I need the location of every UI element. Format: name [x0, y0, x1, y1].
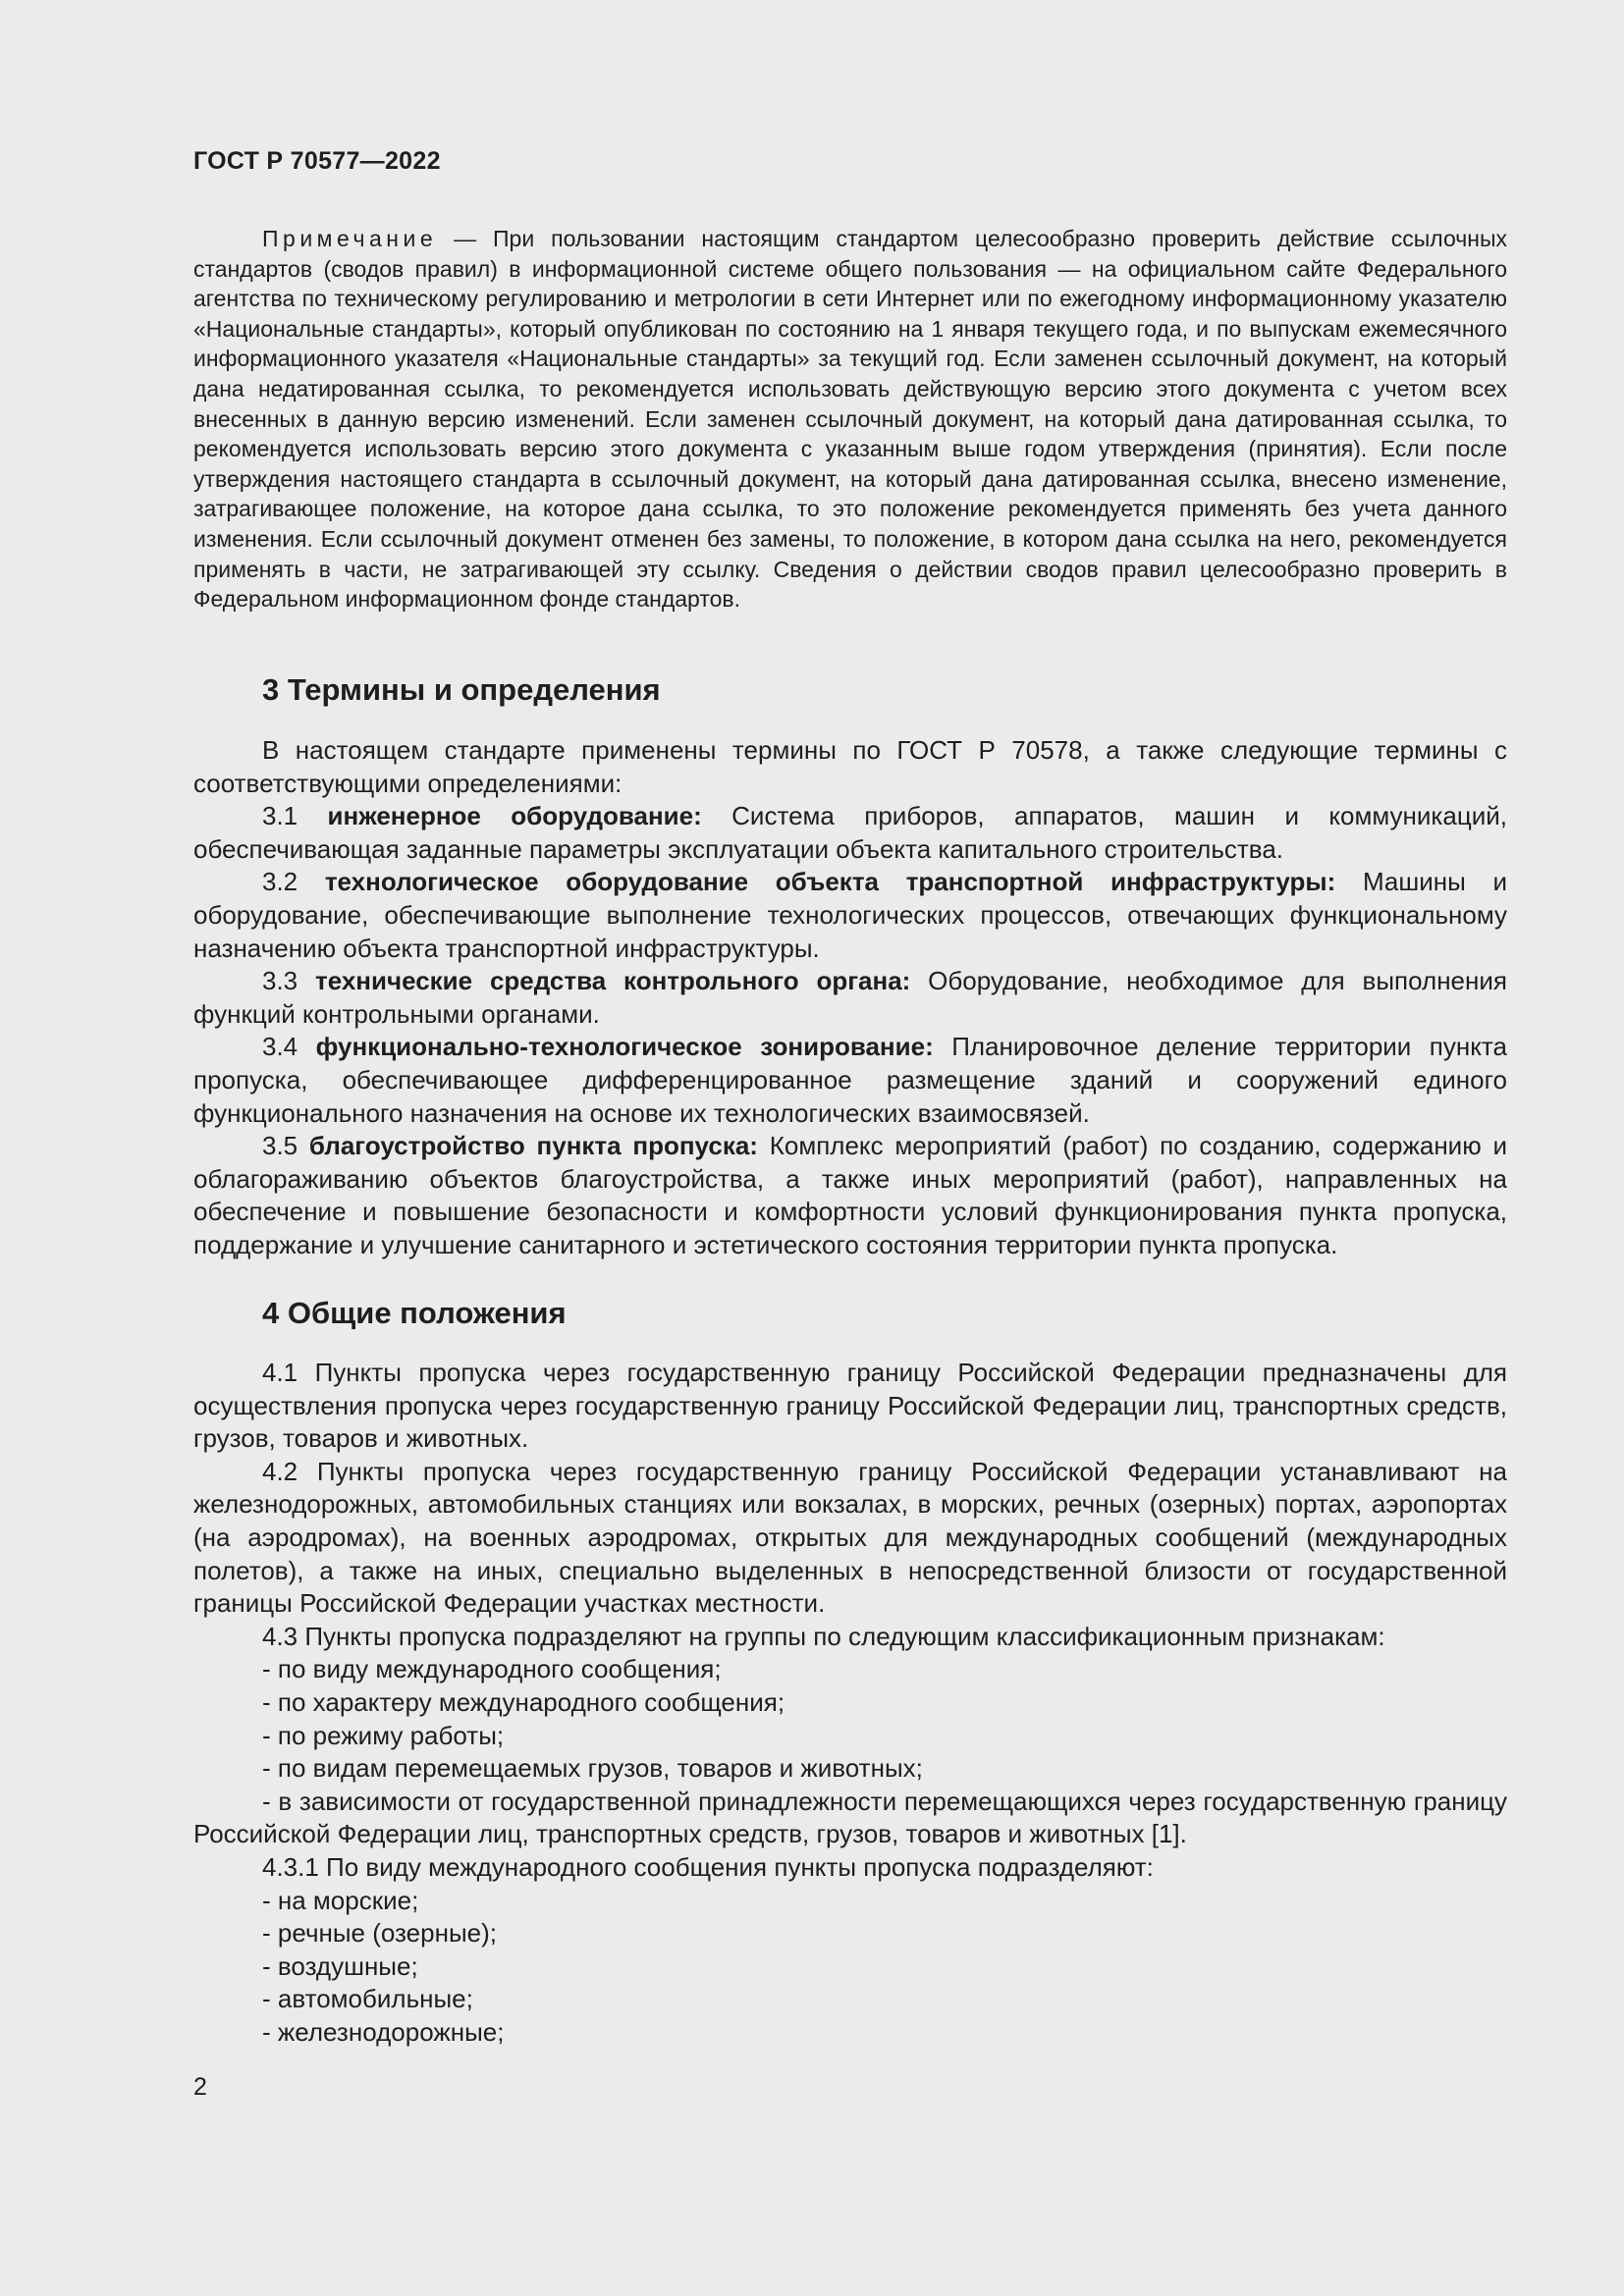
note-paragraph	[193, 224, 1507, 614]
term-name: инженерное оборудование:	[327, 801, 702, 831]
note-label: Примечание	[262, 226, 438, 251]
term-number: 3.1	[262, 801, 328, 831]
term-number: 3.3	[262, 966, 315, 996]
paragraph-4-3: 4.3 Пункты пропуска подразделяют на группы по следующим классификационным признакам:	[262, 1621, 1385, 1651]
section-4-title: 4 Общие положения	[262, 1296, 567, 1330]
page-number: 2	[193, 2073, 207, 2101]
list-item: - на морские;	[262, 1885, 419, 1915]
term-definition: Оборудование, необходимое для выполнения функций контрольными органами.	[193, 966, 1507, 1029]
term-definition: Планировочное деление территории пункта пропуска, обеспечивающее дифференцированное размещение зданий и сооружений единого функционального назначения на основе их технологических взаимосвязей.	[193, 1032, 1507, 1128]
term-number: 3.4	[262, 1032, 316, 1062]
section-3-title: 3 Термины и определения	[262, 672, 661, 707]
term-definition: Комплекс мероприятий (работ) по созданию, содержанию и облагораживанию объектов благоустройства, а также иных мероприятий (работ), направленных на обеспечение и повышение безопасности и комфортности условий функционирования пункта пропуска, поддержание и улучшение санитарного и эстетического состояния территории пункта пропуска.	[193, 1131, 1507, 1259]
list-item: - по видам перемещаемых грузов, товаров и животных;	[262, 1753, 923, 1784]
term-name: благоустройство пункта пропуска:	[308, 1131, 758, 1161]
note-text: — При пользовании настоящим стандартом целесообразно проверить действие ссылочных стандартов (сводов правил) в информационной системе общего пользования — на официальном сайте Федерального агентства по техническому регулированию и метрологии в сети Интернет или по ежегодному информационному указателю «Национальные стандарты», который опубликован по состоянию на 1 января текущего года, и по выпускам ежемесячного информационного указателя «Национальные стандарты» за текущий год. Если заменен ссылочный документ, на который дана недатированная ссылка, то рекомендуется использовать действующую версию этого документа с учетом всех внесенных в данную версию изменений. Если заменен ссылочный документ, на который дана датированная ссылка, то рекомендуется использовать версию этого документа с указанным выше годом утверждения (принятия). Если после утверждения настоящего стандарта в ссылочный документ, на который дана датированная ссылка, внесено изменение, затрагивающее положение, на которое дана ссылка, то это положение рекомендуется применять без учета данного изменения. Если ссылочный документ отменен без замены, то положение, в котором дана ссылка на него, рекомендуется применять в части, не затрагивающей эту ссылку. Сведения о действии сводов правил целесообразно проверить в Федеральном информационном фонде стандартов.	[193, 226, 1507, 613]
term-3-1	[193, 800, 1507, 866]
term-3-4	[193, 1031, 1507, 1130]
term-name: технические средства контрольного органа:	[314, 966, 911, 996]
paragraph-4-3-1: 4.3.1 По виду международного сообщения пункты пропуска подразделяют:	[262, 1851, 1154, 1882]
list-item: - по режиму работы;	[262, 1720, 505, 1750]
term-name: технологическое оборудование объекта транспортной инфраструктуры:	[324, 867, 1336, 897]
term-definition: Машины и оборудование, обеспечивающие выполнение технологических процессов, отвечающих функциональному назначению объекта транспортной инфраструктуры.	[193, 867, 1508, 963]
term-name: функционально-технологическое зонирование:	[315, 1032, 934, 1062]
term-3-3	[193, 965, 1507, 1031]
term-number: 3.2	[262, 867, 325, 897]
section-3-body	[193, 734, 1507, 1262]
list-item: - по виду международного сообщения;	[262, 1654, 722, 1684]
term-3-5	[193, 1130, 1507, 1261]
list-item: - автомобильные;	[262, 1984, 473, 2014]
list-item: - по характеру международного сообщения;	[262, 1686, 785, 1717]
list-item: - железнодорожные;	[262, 2016, 505, 2047]
list-item: - воздушные;	[262, 1950, 418, 1981]
section-3-intro: В настоящем стандарте применены термины по ГОСТ Р 70578, а также следующие термины с соответствующими определениями:	[193, 735, 1507, 798]
paragraph-4-2: 4.2 Пункты пропуска через государственную границу Российской Федерации устанавливают на железнодорожных, автомобильных станциях или вокзалах, в морских, речных (озерных) портах, аэропортах (на аэродромах), на военных аэродромах, открытых для международных сообщений (международных полетов), а также на иных, специально выделенных в непосредственной близости от государственной границы Российской Федерации участках местности.	[193, 1456, 1507, 1619]
section-4-body	[193, 1357, 1507, 2049]
term-number: 3.5	[262, 1131, 309, 1161]
list-item: - в зависимости от государственной принадлежности перемещающихся через государственную границу Российской Федерации лиц, транспортных средств, грузов, товаров и животных [1].	[193, 1786, 1507, 1849]
term-definition: Система приборов, аппаратов, машин и коммуникаций, обеспечивающая заданные параметры эксплуатации объекта капитального строительства.	[193, 801, 1507, 864]
term-3-2	[193, 866, 1507, 965]
document-code: ГОСТ Р 70577—2022	[193, 147, 441, 175]
list-item: - речные (озерные);	[262, 1918, 497, 1949]
paragraph-4-1: 4.1 Пункты пропуска через государственную границу Российской Федерации предназначены для осуществления пропуска через государственную границу Российской Федерации лиц, транспортных средств, грузов, товаров и животных.	[193, 1358, 1507, 1454]
